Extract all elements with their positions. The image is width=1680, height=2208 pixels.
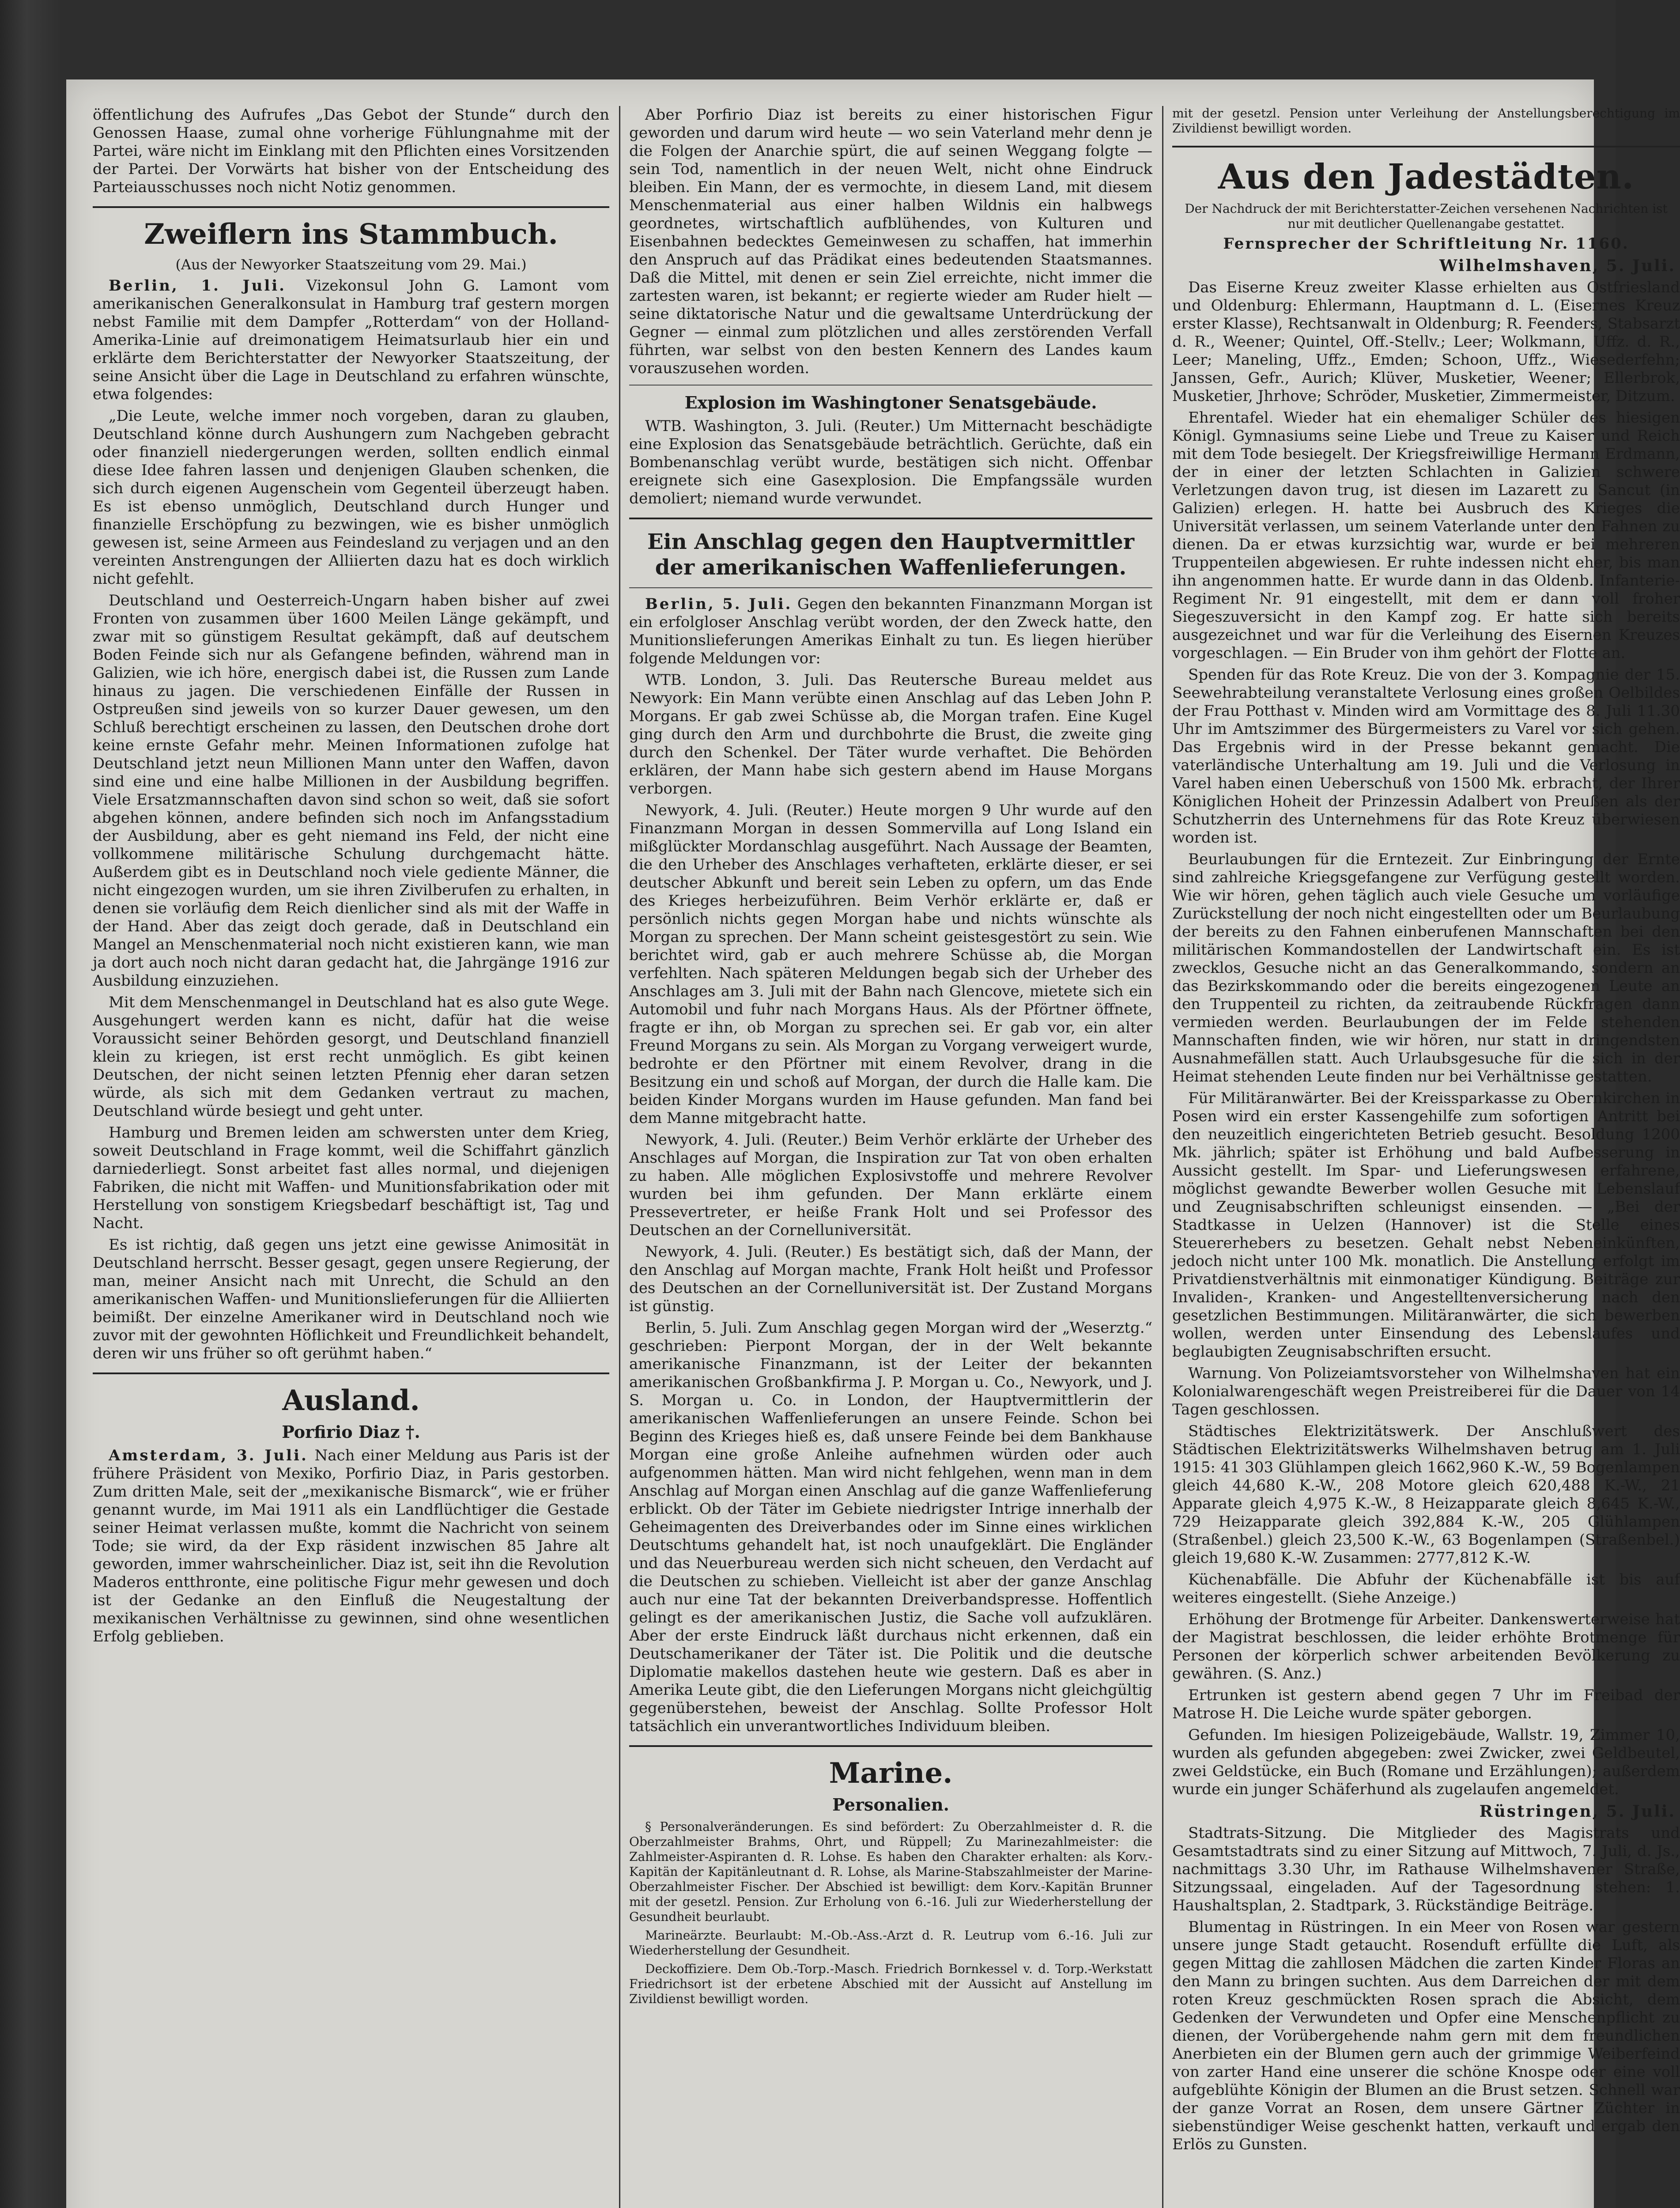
article-paragraph: Blumentag in Rüstringen. In ein Meer von Rosen war gestern unsere junge Stadt getaucht. Rosenduft erfüllte die Luft, als gegen Mittag die zahllosen Mädchen die zarten Kinder Floras an den Mann zu bringen suchten. Aus dem Darreichen der mit dem roten Kreuz geschmückten Rosen sprach die Absicht, dem Gedenken der Verwundeten und Opfer eine Menschenpflicht zu dienen, der Vorübergehende nahm gern mit dem freundlichen Anerbieten ein der Blumen gern auch der grimmige Weiberfeind von zarter Hand eine unserer die schöne Knospe oder eine voll aufgeblühte Königin der Blumen an die Brust setzen. Schnell war der ganze Vorrat an Rosen, dem unsere Gärtner Züchter in siebenstündiger Weise geschenkt hatten, verkauft und ergab den Erlös zu Gunsten. <box>1172 1918 1680 2153</box>
article-paragraph: Das Eiserne Kreuz zweiter Klasse erhielten aus Ostfriesland und Oldenburg: Ehlermann, Hauptmann d. L. (Eisernes Kreuz erster Klasse), Rechtsanwalt in Oldenburg; R. Feenders, Stabsarzt d. R., Weener; Quintel, Off.-Stellv.; Leer; Wolkmann, Uffz. d. R., Leer; Maneling, Uffz., Emden; Schoon, Uffz., Wiesederfehn; Janssen, Gefr., Aurich; Klüver, Musketier, Weener; Ellerbrok, Musketier, Jhrhove; Schröder, Musketier, Zimmermeister, Ditzum. <box>1172 279 1680 405</box>
section-divider <box>93 206 609 208</box>
section-divider <box>1172 146 1680 147</box>
column-2 <box>629 106 1152 2208</box>
article-paragraph: Ertrunken ist gestern abend gegen 7 Uhr im Freibad der Matrose H. Die Leiche wurde später geborgen. <box>1172 1686 1680 1722</box>
article-paragraph: Beurlaubungen für die Erntezeit. Zur Einbringung der Ernte sind zahlreiche Kriegsgefangene zur Verfügung gestellt worden. Wie wir hören, gehen täglich auch viele Gesuche um vorläufige Zurückstellung der noch nicht eingestellten oder um Beurlaubung der bereits zu den Fahnen einberufenen Mannschaften bei den militärischen Kommandostellen der Landwirtschaft ein. Es ist zwecklos, Gesuche nicht an das Generalkommando, sondern an das Bezirkskommando oder die bereits eingezogenen Leute an den Truppenteil zu richten, da zeitraubende Rückfragen dann vermieden werden. Beurlaubungen der im Felde stehenden Mannschaften finden, wie wir hören, nur statt in dringendsten Ausnahmefällen statt. Auch Urlaubsgesuche für die sich in der Heimat stehenden Leute finden nur bei Verhältnisse gestatten. <box>1172 851 1680 1085</box>
newspaper-page <box>66 79 1680 2208</box>
dateline-berlin: Berlin, 5. Juli. <box>645 595 793 613</box>
article-paragraph: Erhöhung der Brotmenge für Arbeiter. Dankenswerterweise hat der Magistrat beschlossen, die leider erhöhte Brotmenge für Personen der körperlich schwer arbeitenden Bevölkerung zu gewähren. (S. Anz.) <box>1172 1611 1680 1682</box>
dateline-ruestringen: Rüstringen, 5. Juli. <box>1479 1802 1676 1821</box>
section-title-ausland: Ausland. <box>282 1384 420 1417</box>
article-paragraph: Vizekonsul John G. Lamont vom amerikanischen Generalkonsulat in Hamburg traf gestern morgen nebst Familie mit dem Dampfer „Rotterdam“ von der Holland-Amerika-Linie auf dreimonatigem Heimatsurlaub hier ein und erklärte dem Berichterstatter der Newyorker Staatszeitung, der seine Ansicht über die Lage in Deutschland zu erfahren wünschte, etwa folgendes: <box>93 277 609 403</box>
article-paragraph: Küchenabfälle. Die Abfuhr der Küchenabfälle ist bis auf weiteres eingestellt. (Siehe Anzeige.) <box>1172 1571 1680 1607</box>
article-paragraph: Für Militäranwärter. Bei der Kreissparkasse zu Obernkirchen in Posen wird ein erster Kassengehilfe zum sofortigen Antritt bei den neuzeitlich eingerichteten Betrieb gesucht. Besoldung 1200 Mk. jährlich; später ist Erhöhung und bald Aufbesserung in Aussicht gestellt. Im Spar- und Lieferungswesen erfahrene, möglichst gewandte Bewerber wollen Gesuche mit Lebenslauf und Zeugnisabschriften schleunigst einsenden. — „Bei der Stadtkasse in Uelzen (Hannover) ist die Stelle eines Steuererhebers zu besetzen. Gehalt nebst Nebeneinkünften, jedoch nicht unter 100 Mk. monatlich. Die Anstellung erfolgt im Privatdienstverhältnis mit einmonatiger Kündigung. Beiträge zur Invaliden-, Kranken- und Angestelltenversicherung nach den gesetzlichen Bestimmungen. Militäranwärter, die sich bewerben wollen, werden unter Einsendung des Lebenslaufes und beglaubigten Zeugnisabschriften ersucht. <box>1172 1089 1680 1361</box>
article-paragraph: Deckoffiziere. Dem Ob.-Torp.-Masch. Friedrich Bornkessel v. d. Torp.-Werkstatt Friedrichsort ist der erbetene Abschied mit der Aussicht auf Anstellung im Zivildienst bewilligt worden. <box>629 1962 1152 2006</box>
article-paragraph: Es ist richtig, daß gegen uns jetzt eine gewisse Animosität in Deutschland herrscht. Besser gesagt, gegen unsere Regierung, der man, meiner Ansicht nach mit Unrecht, die Schuld an den amerikanischen Waffen- und Munitionslieferungen für die Alliierten beimißt. Der einzelne Amerikaner wird in Deutschland noch wie zuvor mit der gewohnten Höflichkeit und Freundlichkeit behandelt, deren wir uns früher so oft gerühmt haben.“ <box>93 1236 609 1362</box>
article-source: (Aus der Newyorker Staatszeitung vom 29. Mai.) <box>175 256 527 273</box>
article-paragraph: Nach einer Meldung aus Paris ist der frühere Präsident von Mexiko, Porfirio Diaz, in Paris gestorben. Zum dritten Male, seit der „mexikanische Bismarck“, wie er früher genannt wurde, im Mai 1911 als ein Landflüchtiger die Gestade seiner Heimat verlassen mußte, kommt die Nachricht von seinem Tode; sie wird, da der Exp räsident inzwischen 85 Jahre alt geworden, immer wahrscheinlicher. Diaz ist, seit ihn die Revolution Maderos entthronte, eine politische Figur mehr gewesen und doch ist der Gedanke an den Einfluß die Neugestaltung der mexikanischen Verhältnisse zu gewinnen, sind ohne wesentlichen Erfolg geblieben. <box>93 1447 609 1645</box>
article-paragraph: Aber Porfirio Diaz ist bereits zu einer historischen Figur geworden und darum wird heute — wo sein Vaterland mehr denn je die Folgen der Anarchie spürt, die auf seinen Weggang folgte — sein Tod, namentlich in der neuen Welt, nicht ohne Eindruck bleiben. Ein Mann, der es vermochte, in diesem Land, mit diesem Menschenmaterial aus einer halben Wildnis ein halbwegs geordnetes, wirtschaftlich aufblühendes, von Kulturen und Eisenbahnen bedecktes Gemeinwesen zu schaffen, hat immerhin den Anspruch auf das Prädikat eines bedeutenden Staatsmannes. Daß die Mittel, mit denen er sein Ziel erreichte, nicht immer die zartesten waren, ist bekannt; er regierte wieder am Ruder hielt — seine diktatorische Natur und die gewaltsame Unterdrückung der Gegner — einmal zum plötzlichen und alles zerstörenden Verfall führten, war selbst von den besten Kennern des Landes kaum vorauszusehen worden. <box>629 106 1152 377</box>
article-paragraph: Newyork, 4. Juli. (Reuter.) Heute morgen 9 Uhr wurde auf den Finanzmann Morgan in dessen Sommervilla auf Long Island ein mißglückter Mordanschlag ausgeführt. Nach Aussage der Beamten, die den Urheber des Anschlages verhafteten, erklärte dieser, er sei deutscher Abkunft und bereit sein Leben zu opfern, um das Ende des Krieges herbeizuführen. Beim Verhör erklärte er, daß er persönlich nichts gegen Morgan habe und nichts wünschte als Morgan zu sprechen. Der Mann scheint geistesgestört zu sein. Wie berichtet wird, gab er auch mehrere Schüsse ab, die Morgan verfehlten. Nach späteren Meldungen begab sich der Urheber des Anschlages am 3. Juli mit der Bahn nach Glencove, mietete sich ein Automobil und fuhr nach Morgans Haus. Als der Pförtner öffnete, fragte er ihn, ob Morgan zu sprechen sei. Er gab vor, ein alter Freund Morgans zu sein. Als Morgan zu Vorgang verweigert wurde, bedrohte er den Pförtner mit einem Revolver, drang in die Besitzung ein und schoß auf Morgan, der durch die Halle kam. Die beiden Kinder Morgans wurden im Hause gefunden. Man fand bei dem Manne mitgebracht hatte. <box>629 802 1152 1127</box>
article-paragraph: Gegen den bekannten Finanzmann Morgan ist ein erfolgloser Anschlag verübt worden, der den Zweck hatte, den Munitionslieferungen Amerikas Einhalt zu tun. Es liegen hierüber folgende Meldungen vor: <box>629 595 1152 667</box>
article-paragraph: Marineärzte. Beurlaubt: M.-Ob.-Ass.-Arzt d. R. Leutrup vom 6.-16. Juli zur Wiederherstellung der Gesundheit. <box>629 1928 1152 1958</box>
column-rule-right <box>1162 106 1163 2208</box>
article-paragraph: Ehrentafel. Wieder hat ein ehemaliger Schüler des hiesigen Königl. Gymnasiums seine Liebe und Treue zu Kaiser und Reich mit dem Tode besiegelt. Der Kriegsfreiwillige Hermann Erdmann, der in einer der letzten Schlachten in Galizien schwere Verletzungen davon trug, ist diesen im Lazarett zu Sancut (in Galizien) erlegen. H. hatte bei Ausbruch des Krieges die Universität verlassen, um seinem Vaterlande unter den Fahnen zu dienen. Da er etwas kurzsichtig war, wurde er bei mehreren Truppenteilen abgewiesen. Er ruhte indessen nicht eher, bis man ihn angenommen hatte. Er wurde dann in das Oldenb. Infanterie-Regiment Nr. 91 eingestellt, mit dem er dann voll froher Siegeszuversicht in den Kampf zog. Er hatte sich bereits ausgezeichnet und war für die Verleihung des Eisernen Kreuzes vorgeschlagen. — Ein Bruder von ihm gehört der Flotte an. <box>1172 409 1680 662</box>
section-title-marine: Marine. <box>829 1757 953 1790</box>
dateline-amsterdam: Amsterdam, 3. Juli. <box>109 1447 308 1464</box>
subsection-title-diaz: Porfirio Diaz †. <box>282 1422 420 1442</box>
article-paragraph: Newyork, 4. Juli. (Reuter.) Beim Verhör erklärte der Urheber des Anschlages auf Morgan, die Inspiration zur Tat von oben erhalten zu haben. Alle möglichen Explosivstoffe und mehrere Revolver wurden bei ihm gefunden. Der Mann erklärte einem Pressevertreter, er heiße Frank Holt und sei Professor des Deutschen an der Cornelluniversität. <box>629 1131 1152 1239</box>
article-paragraph: Gefunden. Im hiesigen Polizeigebäude, Wallstr. 19, Zimmer 10, wurden als gefunden abgegeben: zwei Zwicker, zwei Geldbeutel, zwei Geldstücke, ein Buch (Romane und Erzählungen); außerdem wurde ein junger Schäferhund als zugelaufen angemeldet. <box>1172 1726 1680 1798</box>
article-paragraph: Mit dem Menschenmangel in Deutschland hat es also gute Wege. Ausgehungert werden kann es nicht, dafür hat die weise Voraussicht seiner Behörden gesorgt, und Deutschland finanziell klein zu kriegen, ist erst recht unmöglich. Es gibt keinen Deutschen, der nicht seinen letzten Pfennig eher daran setzen würde, als sich mit dem Gedanken vertraut zu machen, Deutschland würde besiegt und geht unter. <box>93 994 609 1120</box>
dateline-berlin: Berlin, 1. Juli. <box>109 277 286 295</box>
section-title-zweiflern: Zweiflern ins Stammbuch. <box>144 218 558 251</box>
article-paragraph: Spenden für das Rote Kreuz. Die von der 3. Kompagnie der 15. Seewehrabteilung veranstaltete Verlosung eines großen Oelbildes der Frau Potthast v. Minden wird am Vormittage des 8. Juli 11.30 Uhr im Amtszimmer des Bürgermeisters zu Varel vor sich gehen. Das Ergebnis wird in der Presse bekannt gemacht. Die vaterländische Unterhaltung am 19. Juli und die Verlosung in Varel haben einen Ueberschuß von 1500 Mk. erbracht, der Ihrer Königlichen Hoheit der Prinzessin Adalbert von Preußen als der Schutzherrin des Unternehmens für das Rote Kreuz überwiesen worden ist. <box>1172 666 1680 847</box>
article-paragraph: Stadtrats-Sitzung. Die Mitglieder des Magistrats und Gesamtstadtrats sind zu einer Sitzung auf Mittwoch, 7. Juli, d. Js., nachmittags 3.30 Uhr, im Rathause Wilhelmshavener Straße, Sitzungssaal, eingeladen. Auf der Tagesordnung stehen: 1. Haushaltsplan, 2. Stadtpark, 3. Rückständige Beiträge. <box>1172 1824 1680 1914</box>
subsection-title-personalien: Personalien. <box>832 1795 949 1815</box>
news-title-explosion: Explosion im Washingtoner Senatsgebäude. <box>684 393 1097 412</box>
article-paragraph: mit der gesetzl. Pension unter Verleihung der Anstellungsberechtigung im Zivildienst bewilligt worden. <box>1172 106 1680 136</box>
article-paragraph: Newyork, 4. Juli. (Reuter.) Es bestätigt sich, daß der Mann, der den Anschlag auf Morgan machte, Frank Holt heißt und Professor des Deutschen an der Cornelluniversität ist. Der Zustand Morgans ist günstig. <box>629 1243 1152 1315</box>
section-divider <box>629 1745 1152 1747</box>
section-title-jadestaedten: Aus den Jadestädten. <box>1218 157 1635 197</box>
column-rule-left <box>619 106 620 2208</box>
article-paragraph: § Personalveränderungen. Es sind befördert: Zu Oberzahlmeister d. R. die Oberzahlmeister Brahms, Ohrt, und Rüppell; Zu Marinezahlmeister: die Zahlmeister-Aspiranten d. R. Lohse. Es haben den Charakter erhalten: als Korv.-Kapitän der Kapitänleutnant d. R. Lohse, als Marine-Stabszahlmeister der Marine-Oberzahlmeister Fischer. Der Abschied ist bewilligt: dem Korv.-Kapitän Brunner mit der gesetzl. Pension. Zur Erholung von 6.-16. Juli zur Wiederherstellung der Gesundheit beurlaubt. <box>629 1819 1152 1924</box>
article-paragraph: Städtisches Elektrizitätswerk. Der Anschlußwert des Städtischen Elektrizitätswerks Wilhelmshaven betrug am 1. Juli 1915: 41 303 Glühlampen gleich 1662,960 K.-W., 59 Bogenlampen gleich 44,680 K.-W., 208 Motore gleich 620,488 K.-W., 21 Apparate gleich 4,975 K.-W., 8 Heizapparate gleich 8,645 K.-W., 729 Heizapparate gleich 392,884 K.-W., 205 Glühlampen (Straßenbel.) gleich 23,500 K.-W., 63 Bogenlampen (Straßenbel.) gleich 19,680 K.-W. Zusammen: 2777,812 K.-W. <box>1172 1422 1680 1567</box>
article-paragraph: WTB. Washington, 3. Juli. (Reuter.) Um Mitternacht beschädigte eine Explosion das Senatsgebäude beträchtlich. Gerüchte, daß ein Bombenanschlag verübt wurde, bestätigen sich nicht. Offenbar ereignete sich eine Gasexplosion. Die Empfangssäle wurden demoliert; niemand wurde verwundet. <box>629 417 1152 507</box>
article-paragraph: WTB. London, 3. Juli. Das Reutersche Bureau meldet aus Newyork: Ein Mann verübte einen Anschlag auf das Leben John P. Morgans. Er gab zwei Schüsse ab, die Morgan trafen. Eine Kugel ging durch den Arm und durchbohrte die Brust, die zweite ging durch den Schenkel. Der Täter wurde verhaftet. Die Behörden erklären, der Mann habe sich gestern abend im Hause Morgans verborgen. <box>629 671 1152 798</box>
section-divider <box>629 518 1152 519</box>
section-divider <box>93 1372 609 1374</box>
column-1 <box>93 106 609 2208</box>
reprint-note: Der Nachdruck der mit Berichterstatter-Zeichen versehenen Nachrichten ist nur mit deutlicher Quellenangabe gestattet. <box>1185 201 1668 231</box>
section-divider <box>629 385 1152 386</box>
article-paragraph: Berlin, 5. Juli. Zum Anschlag gegen Morgan wird der „Weserztg.“ geschrieben: Pierpont Morgan, der in der Welt bekannte amerikanische Finanzmann, ist der Leiter der bekannten amerikanischen Großbankfirma J. P. Morgan u. Co., Newyork, und J. S. Morgan u. Co. in London, der Hauptvermittlerin der amerikanischen Waffenlieferungen an unsere Feinde. Schon bei Beginn des Krieges hieß es, daß unsere Feinde bei dem Bankhause Morgan eine große Anleihe aufnehmen würden oder auch aufgenommen hätten. Man wird nicht fehlgehen, wenn man in dem Anschlag auf Morgan einen Anschlag auf die ganze Waffenlieferung erblickt. Ob der Täter im Gebiete niedrigster Intrige innerhalb der Geheimagenten des Dreiverbandes oder im Sinne eines wirklichen Deutschtums gehandelt hat, ist noch unaufgeklärt. Die Engländer und das Neuerbureau werden sich nicht scheuen, den Verdacht auf die Deutschen zu schieben. Vielleicht ist aber der ganze Anschlag auch nur eine Tat der bekannten Dreiverbandspresse. Hoffentlich gelingt es der amerikanischen Justiz, die Sache voll aufzuklären. Aber der erste Eindruck läßt durchaus nicht erkennen, daß ein Deutschamerikaner der Täter ist. Die Politik und die deutsche Diplomatie makellos dastehen heute wie gestern. Daß es aber in Amerika Leute gibt, die den Lieferungen Morgans nicht gleichgültig gegenüberstehen, beweist der Anschlag. Sollte Professor Holt tatsächlich ein unverantwortliches Individuum bleiben. <box>629 1319 1152 1735</box>
article-paragraph: Deutschland und Oesterreich-Ungarn haben bisher auf zwei Fronten von zusammen über 1600 Meilen Länge gekämpft, und zwar mit so günstigem Resultat gekämpft, daß auf deutschem Boden Feinde sich nur als Gefangene befinden, während man in Galizien, wie ich höre, energisch dabei ist, die Russen zum Lande hinaus zu jagen. Die verschiedenen Einfälle der Russen in Ostpreußen sind jeweils von so kurzer Dauer gewesen, um den Schluß berechtigt erscheinen zu lassen, den Deutschen drohe dort keine ernste Gefahr mehr. Meinen Informationen zufolge hat Deutschland jetzt neun Millionen Mann unter den Waffen, davon sind eine und eine halbe Millionen in der Ausbildung begriffen. Viele Ersatzmannschaften davon sind schon so weit, daß sie sofort abgehen können, andere befinden sich noch im Anfangsstadium der Ausbildung, aber es geht niemand ins Feld, der nicht eine vollkommene militärische Schulung durchgemacht hätte. Außerdem gibt es in Deutschland noch viele gediente Männer, die nicht eingezogen wurden, um sie ihren Zivilberufen zu erhalten, in denen sie vorläufig dem Reich dienlicher sind als mit der Waffe in der Hand. Aber das zeigt doch gerade, daß in Deutschland ein Mangel an Menschenmaterial noch nicht existieren kann, wie man ja dort auch noch nicht daran gedacht hat, die Jahrgänge 1916 zur Ausbildung einzuziehen. <box>93 592 609 990</box>
column-3 <box>1172 106 1680 2208</box>
intro-paragraph: öffentlichung des Aufrufes „Das Gebot der Stunde“ durch den Genossen Haase, zumal ohne vorherige Fühlungnahme mit der Partei, wäre nicht im Einklang mit den Pflichten eines Vorsitzenden der Partei. Der Vorwärts hat bisher von der Entscheidung des Parteiausschusses noch nicht Notiz genommen. <box>93 106 609 196</box>
article-paragraph: „Die Leute, welche immer noch vorgeben, daran zu glauben, Deutschland könne durch Aushungern zum Nachgeben gebracht oder finanziell niedergerungen werden, sollten endlich einmal diese Idee fahren lassen und denjenigen Glauben schenken, die sich durch eigenen Augenschein vom Gegenteil überzeugt haben. Es ist ebenso unmöglich, Deutschland durch Hunger und finanzielle Erschöpfung zu bezwingen, wie es bisher unmöglich gewesen ist, seine Armeen aus Feindesland zu verjagen und an den vereinten Anstrengungen der Alliierten dazu hat es doch wirklich nicht gefehlt. <box>93 407 609 588</box>
section-divider <box>629 587 1152 588</box>
phone-number-line: Fernsprecher der Schriftleitung Nr. 1160. <box>1223 235 1629 253</box>
headline-anschlag: Ein Anschlag gegen den Hauptvermittler der amerikanischen Waffenlieferungen. <box>647 529 1135 580</box>
article-paragraph: Warnung. Von Polizeiamtsvorsteher von Wilhelmshaven hat ein Kolonialwarengeschäft wegen Preistreiberei für die Dauer von 14 Tagen geschlossen. <box>1172 1365 1680 1418</box>
dateline-wilhelmshaven: Wilhelmshaven, 5. Juli. <box>1439 257 1676 275</box>
article-paragraph: Hamburg und Bremen leiden am schwersten unter dem Krieg, soweit Deutschland in Frage kommt, weil die Schiffahrt gänzlich darniederliegt. Sonst arbeitet fast alles normal, und diejenigen Fabriken, die nicht mit Waffen- und Munitionsfabrikation oder mit Herstellung von sonstigem Kriegsbedarf beschäftigt ist, Tag und Nacht. <box>93 1124 609 1232</box>
